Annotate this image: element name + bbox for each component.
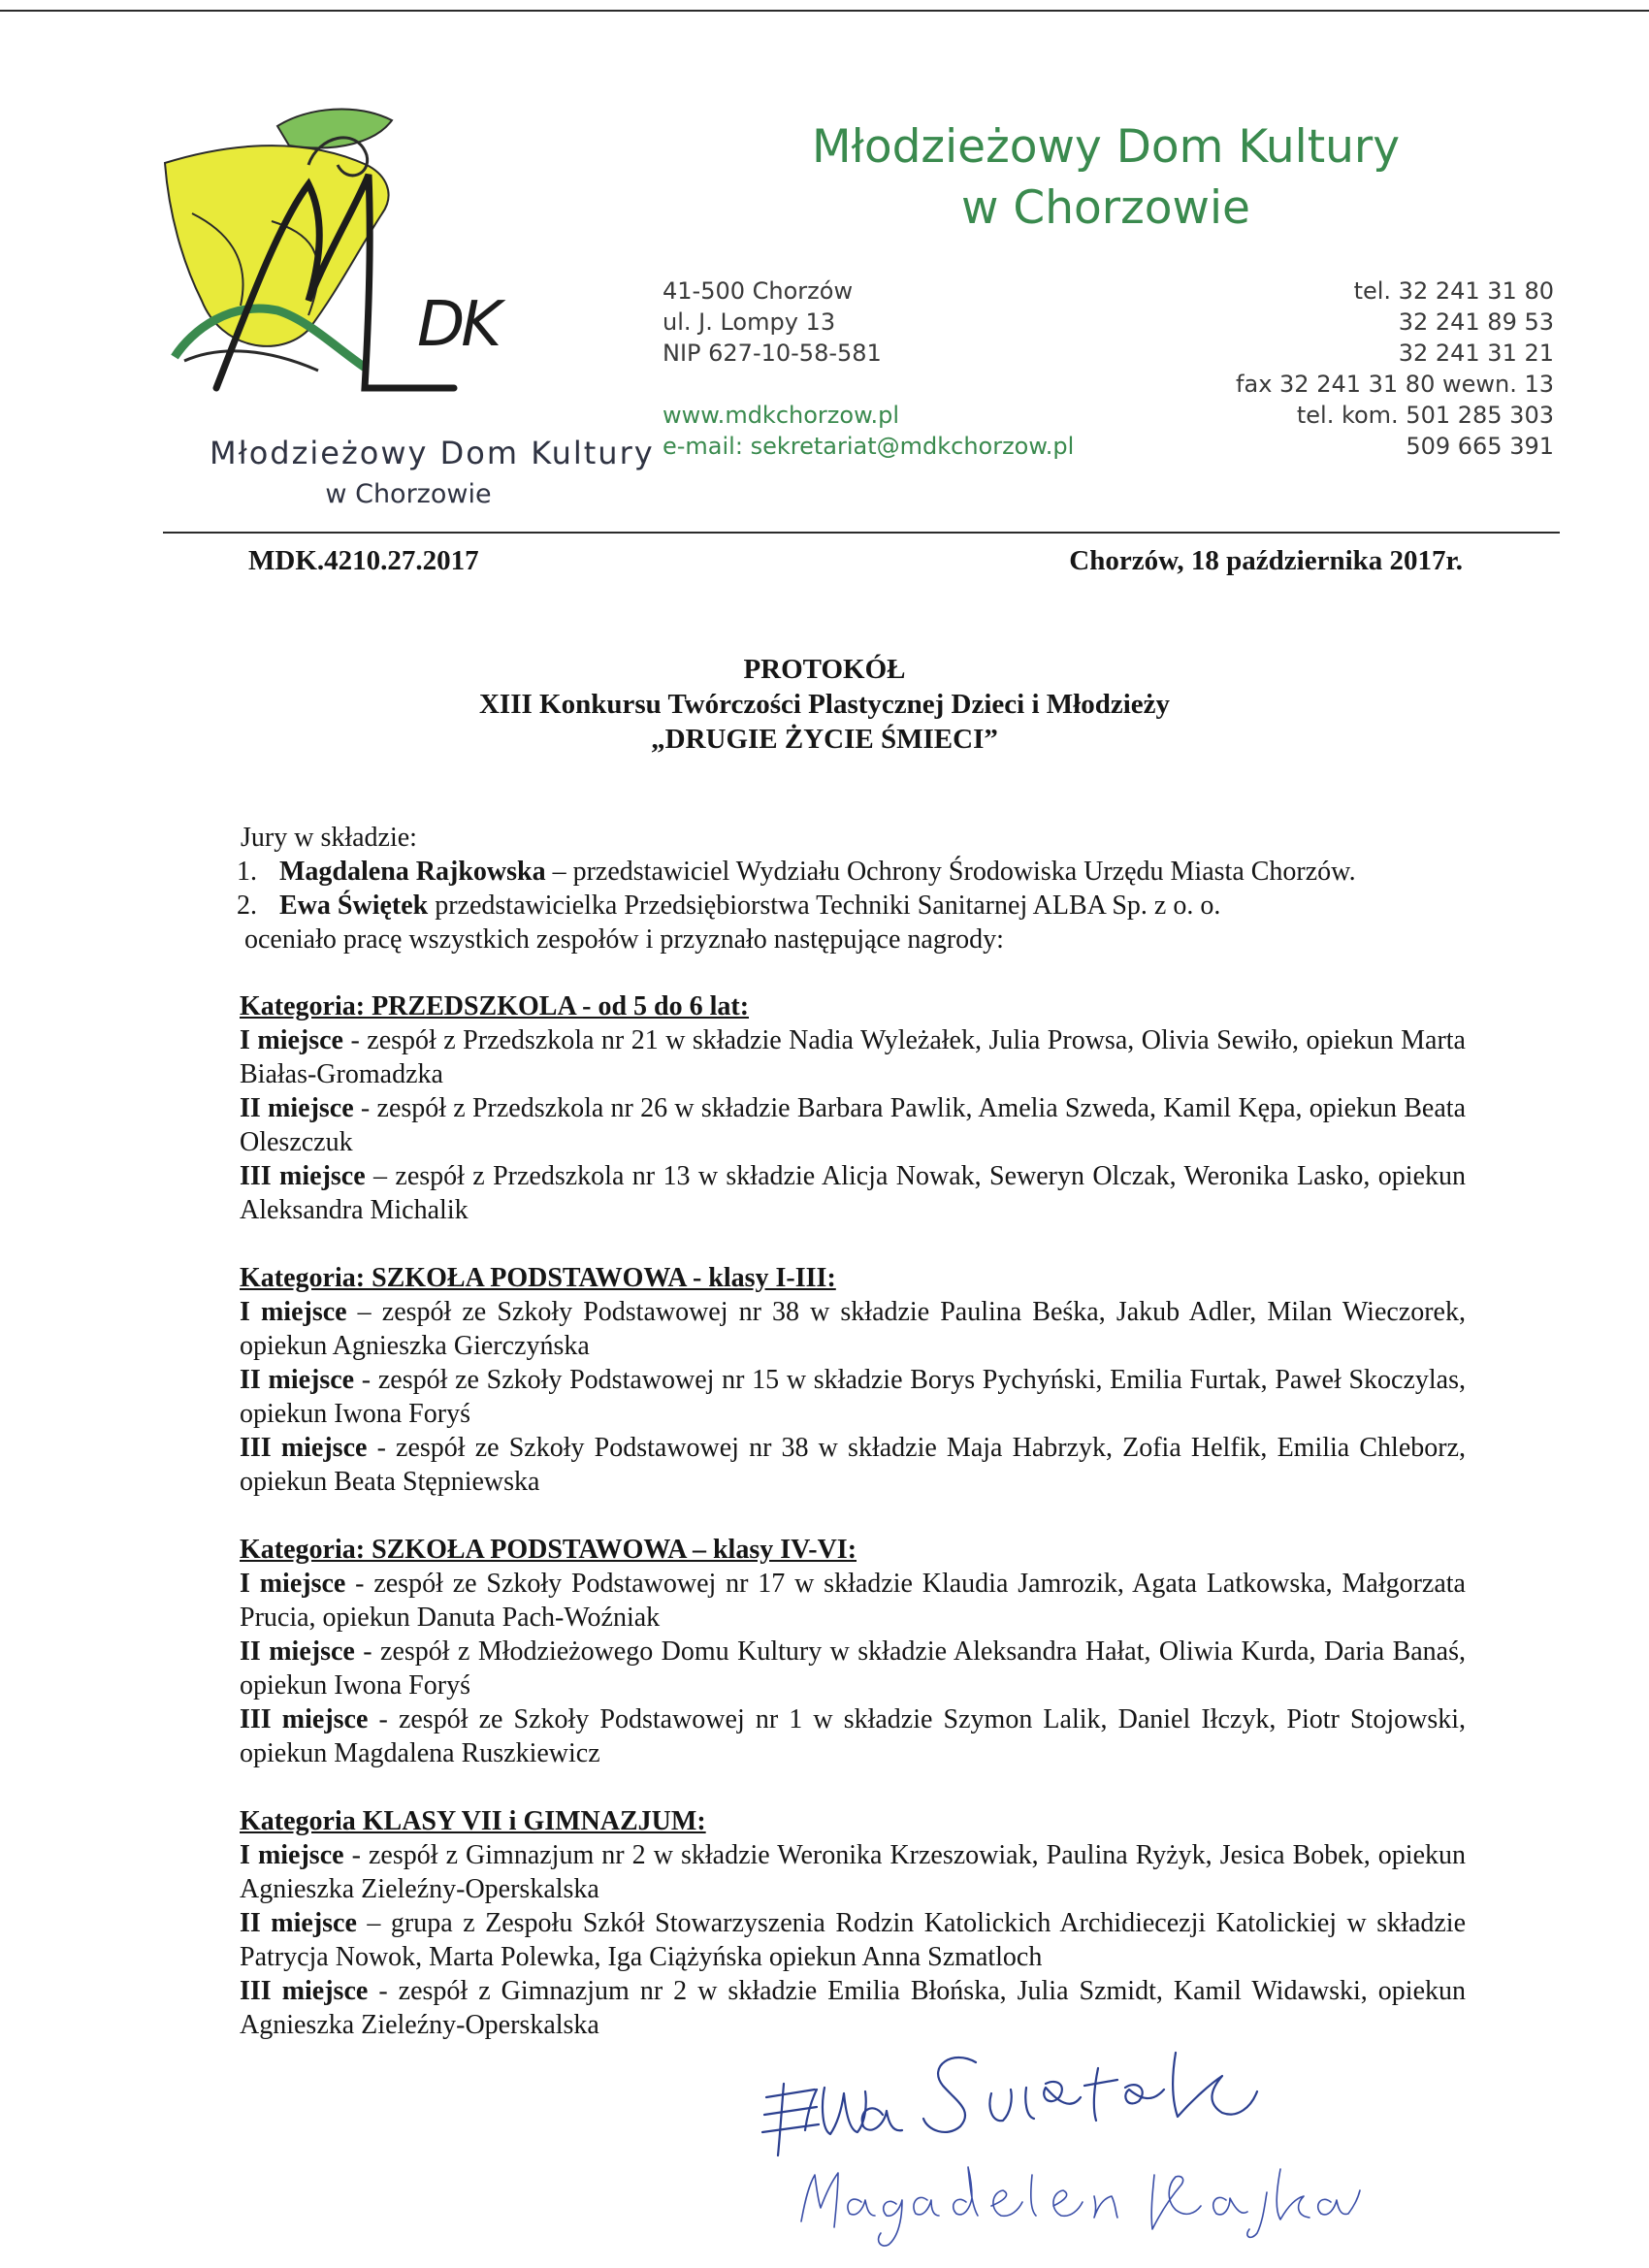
document-title: PROTOKÓŁ bbox=[743, 654, 906, 685]
award-entry bbox=[240, 1431, 1466, 1499]
award-text: - zespół ze Szkoły Podstawowej nr 15 w składzie Borys Pychyński, Emilia Furtak, Paweł Skoczylas, opiekun Iwona Foryś bbox=[240, 1365, 1466, 1429]
award-place: III miejsce bbox=[240, 1161, 366, 1191]
jury-section bbox=[237, 821, 1472, 956]
award-entry bbox=[240, 1567, 1466, 1635]
award-text: - zespół z Młodzieżowego Domu Kultury w składzie Aleksandra Hałat, Oliwia Kurda, Daria Banaś, opiekun Iwona Foryś bbox=[240, 1636, 1466, 1701]
award-entry bbox=[240, 1091, 1466, 1159]
jury-closing: oceniało pracę wszystkich zespołów i przyznało następujące nagrody: bbox=[244, 924, 1004, 955]
jury-member-number: 1. bbox=[237, 857, 257, 887]
award-text: – zespół ze Szkoły Podstawowej nr 38 w składzie Paulina Beśka, Jakub Adler, Milan Wieczorek, opiekun Agnieszka Gierczyńska bbox=[240, 1297, 1466, 1361]
signatures-area bbox=[737, 2029, 1397, 2252]
contest-name: „DRUGIE ŻYCIE ŚMIECI” bbox=[651, 724, 998, 755]
document-title-block bbox=[0, 652, 1649, 757]
organization-title-line2: w Chorzowie bbox=[961, 181, 1250, 235]
award-place: I miejsce bbox=[240, 1025, 343, 1055]
award-text: - zespół ze Szkoły Podstawowej nr 38 w składzie Maja Habrzyk, Zofia Helfik, Emilia Chleborz, opiekun Beata Stępniewska bbox=[240, 1433, 1466, 1497]
award-text: - zespół z Przedszkola nr 21 w składzie Nadia Wyleżałek, Julia Prowsa, Olivia Sewiło, opiekun Marta Białas-Gromadzka bbox=[240, 1025, 1466, 1089]
award-place: I miejsce bbox=[240, 1840, 344, 1870]
category-section bbox=[240, 1804, 1466, 2042]
award-place: II miejsce bbox=[240, 1365, 355, 1395]
category-section bbox=[240, 1533, 1466, 1770]
award-text: – grupa z Zespołu Szkół Stowarzyszenia Rodzin Katolickich Archidiecezji Katolickiej w składzie Patrycja Nowok, Marta Polewka, Iga Ciążyńska opiekun Anna Szmatloch bbox=[240, 1908, 1467, 1972]
award-place: II miejsce bbox=[240, 1093, 354, 1123]
mdk-logo bbox=[163, 107, 655, 514]
category-heading: Kategoria: PRZEDSZKOLA - od 5 do 6 lat: bbox=[240, 991, 750, 1021]
award-place: III miejsce bbox=[240, 1704, 369, 1734]
jury-member-name: Magdalena Rajkowska bbox=[279, 857, 546, 887]
award-place: II miejsce bbox=[240, 1908, 357, 1938]
document-subtitle: XIII Konkursu Twórczości Plastycznej Dzieci i Młodzieży bbox=[478, 689, 1170, 720]
jury-member-name: Ewa Świętek bbox=[279, 891, 429, 921]
organization-title-line1: Młodzieżowy Dom Kultury bbox=[811, 120, 1401, 174]
award-place: III miejsce bbox=[240, 1976, 369, 2006]
award-entry bbox=[240, 1023, 1466, 1091]
fax-line: fax 32 241 31 80 wewn. 13 bbox=[1236, 371, 1554, 398]
award-text: - zespół ze Szkoły Podstawowej nr 1 w składzie Szymon Lalik, Daniel Iłczyk, Piotr Stojowski, opiekun Magdalena Ruszkiewicz bbox=[240, 1704, 1467, 1768]
address-block bbox=[663, 275, 1074, 462]
jury-member-description: przedstawicielka Przedsiębiorstwa Techniki Sanitarnej ALBA Sp. z o. o. bbox=[428, 891, 1221, 921]
award-entry bbox=[240, 1159, 1466, 1227]
organization-title bbox=[718, 116, 1494, 239]
logo-city: w Chorzowie bbox=[325, 479, 492, 509]
award-entry bbox=[240, 1635, 1466, 1702]
category-heading: Kategoria: SZKOŁA PODSTAWOWA – klasy IV-VI: bbox=[240, 1535, 857, 1565]
category-section bbox=[240, 1261, 1466, 1499]
category-heading: Kategoria: SZKOŁA PODSTAWOWA - klasy I-III: bbox=[240, 1263, 836, 1293]
address-line: 41-500 Chorzów bbox=[663, 277, 854, 305]
header-divider bbox=[163, 532, 1560, 534]
category-section bbox=[240, 989, 1466, 1227]
phone-line: 32 241 89 53 bbox=[1398, 308, 1554, 336]
category-heading: Kategoria KLASY VII i GIMNAZJUM: bbox=[240, 1806, 706, 1836]
butterfly-logo-icon bbox=[163, 107, 590, 427]
jury-member-description: – przedstawiciel Wydziału Ochrony Środowiska Urzędu Miasta Chorzów. bbox=[545, 857, 1356, 887]
signature-magdalena-rajkowska-icon bbox=[737, 2029, 1397, 2252]
award-text: - zespół z Przedszkola nr 26 w składzie Barbara Pawlik, Amelia Szweda, Kamil Kępa, opiekun Beata Oleszczuk bbox=[240, 1093, 1466, 1157]
phone-line: tel. 32 241 31 80 bbox=[1353, 277, 1554, 305]
mobile-line: tel. kom. 501 285 303 bbox=[1296, 402, 1554, 429]
jury-member-number: 2. bbox=[237, 891, 257, 921]
award-text: - zespół z Gimnazjum nr 2 w składzie Emilia Błońska, Julia Szmidt, Kamil Widawski, opiekun Agnieszka Zieleźny-Operskalska bbox=[240, 1976, 1466, 2040]
logo-dk-letters: DK bbox=[417, 289, 499, 361]
award-place: I miejsce bbox=[240, 1569, 346, 1599]
top-scan-rule bbox=[0, 10, 1649, 12]
contact-block bbox=[1236, 275, 1554, 462]
address-line: ul. J. Lompy 13 bbox=[663, 308, 836, 336]
award-text: - zespół z Gimnazjum nr 2 w składzie Weronika Krzeszowiak, Paulina Ryżyk, Jesica Bobek, opiekun Agnieszka Zieleźny-Operskalska bbox=[240, 1840, 1466, 1904]
awards-content bbox=[240, 989, 1466, 2042]
phone-line: 32 241 31 21 bbox=[1398, 340, 1554, 367]
award-entry bbox=[240, 1838, 1466, 1906]
mobile-line: 509 665 391 bbox=[1406, 433, 1554, 460]
logo-caption: Młodzieżowy Dom Kultury bbox=[210, 435, 655, 471]
address-line: NIP 627-10-58-581 bbox=[663, 340, 882, 367]
award-entry bbox=[240, 1906, 1466, 1974]
award-place: I miejsce bbox=[240, 1297, 347, 1327]
website-link[interactable]: www.mdkchorzow.pl bbox=[663, 402, 900, 429]
award-entry bbox=[240, 1363, 1466, 1431]
email-link[interactable]: e-mail: sekretariat@mdkchorzow.pl bbox=[663, 433, 1075, 460]
jury-member bbox=[237, 855, 1472, 889]
award-entry bbox=[240, 1702, 1466, 1770]
jury-intro: Jury w składzie: bbox=[241, 823, 417, 853]
award-place: II miejsce bbox=[240, 1636, 355, 1667]
award-entry bbox=[240, 1295, 1466, 1363]
jury-member bbox=[237, 889, 1472, 923]
document-date: Chorzów, 18 października 2017r. bbox=[1069, 545, 1463, 576]
reference-number: MDK.4210.27.2017 bbox=[248, 545, 479, 576]
award-place: III miejsce bbox=[240, 1433, 368, 1463]
award-text: - zespół ze Szkoły Podstawowej nr 17 w składzie Klaudia Jamrozik, Agata Latkowska, Małgorzata Prucia, opiekun Danuta Pach-Woźniak bbox=[240, 1569, 1466, 1633]
award-text: – zespół z Przedszkola nr 13 w składzie Alicja Nowak, Seweryn Olczak, Weronika Lasko, opiekun Aleksandra Michalik bbox=[240, 1161, 1467, 1225]
